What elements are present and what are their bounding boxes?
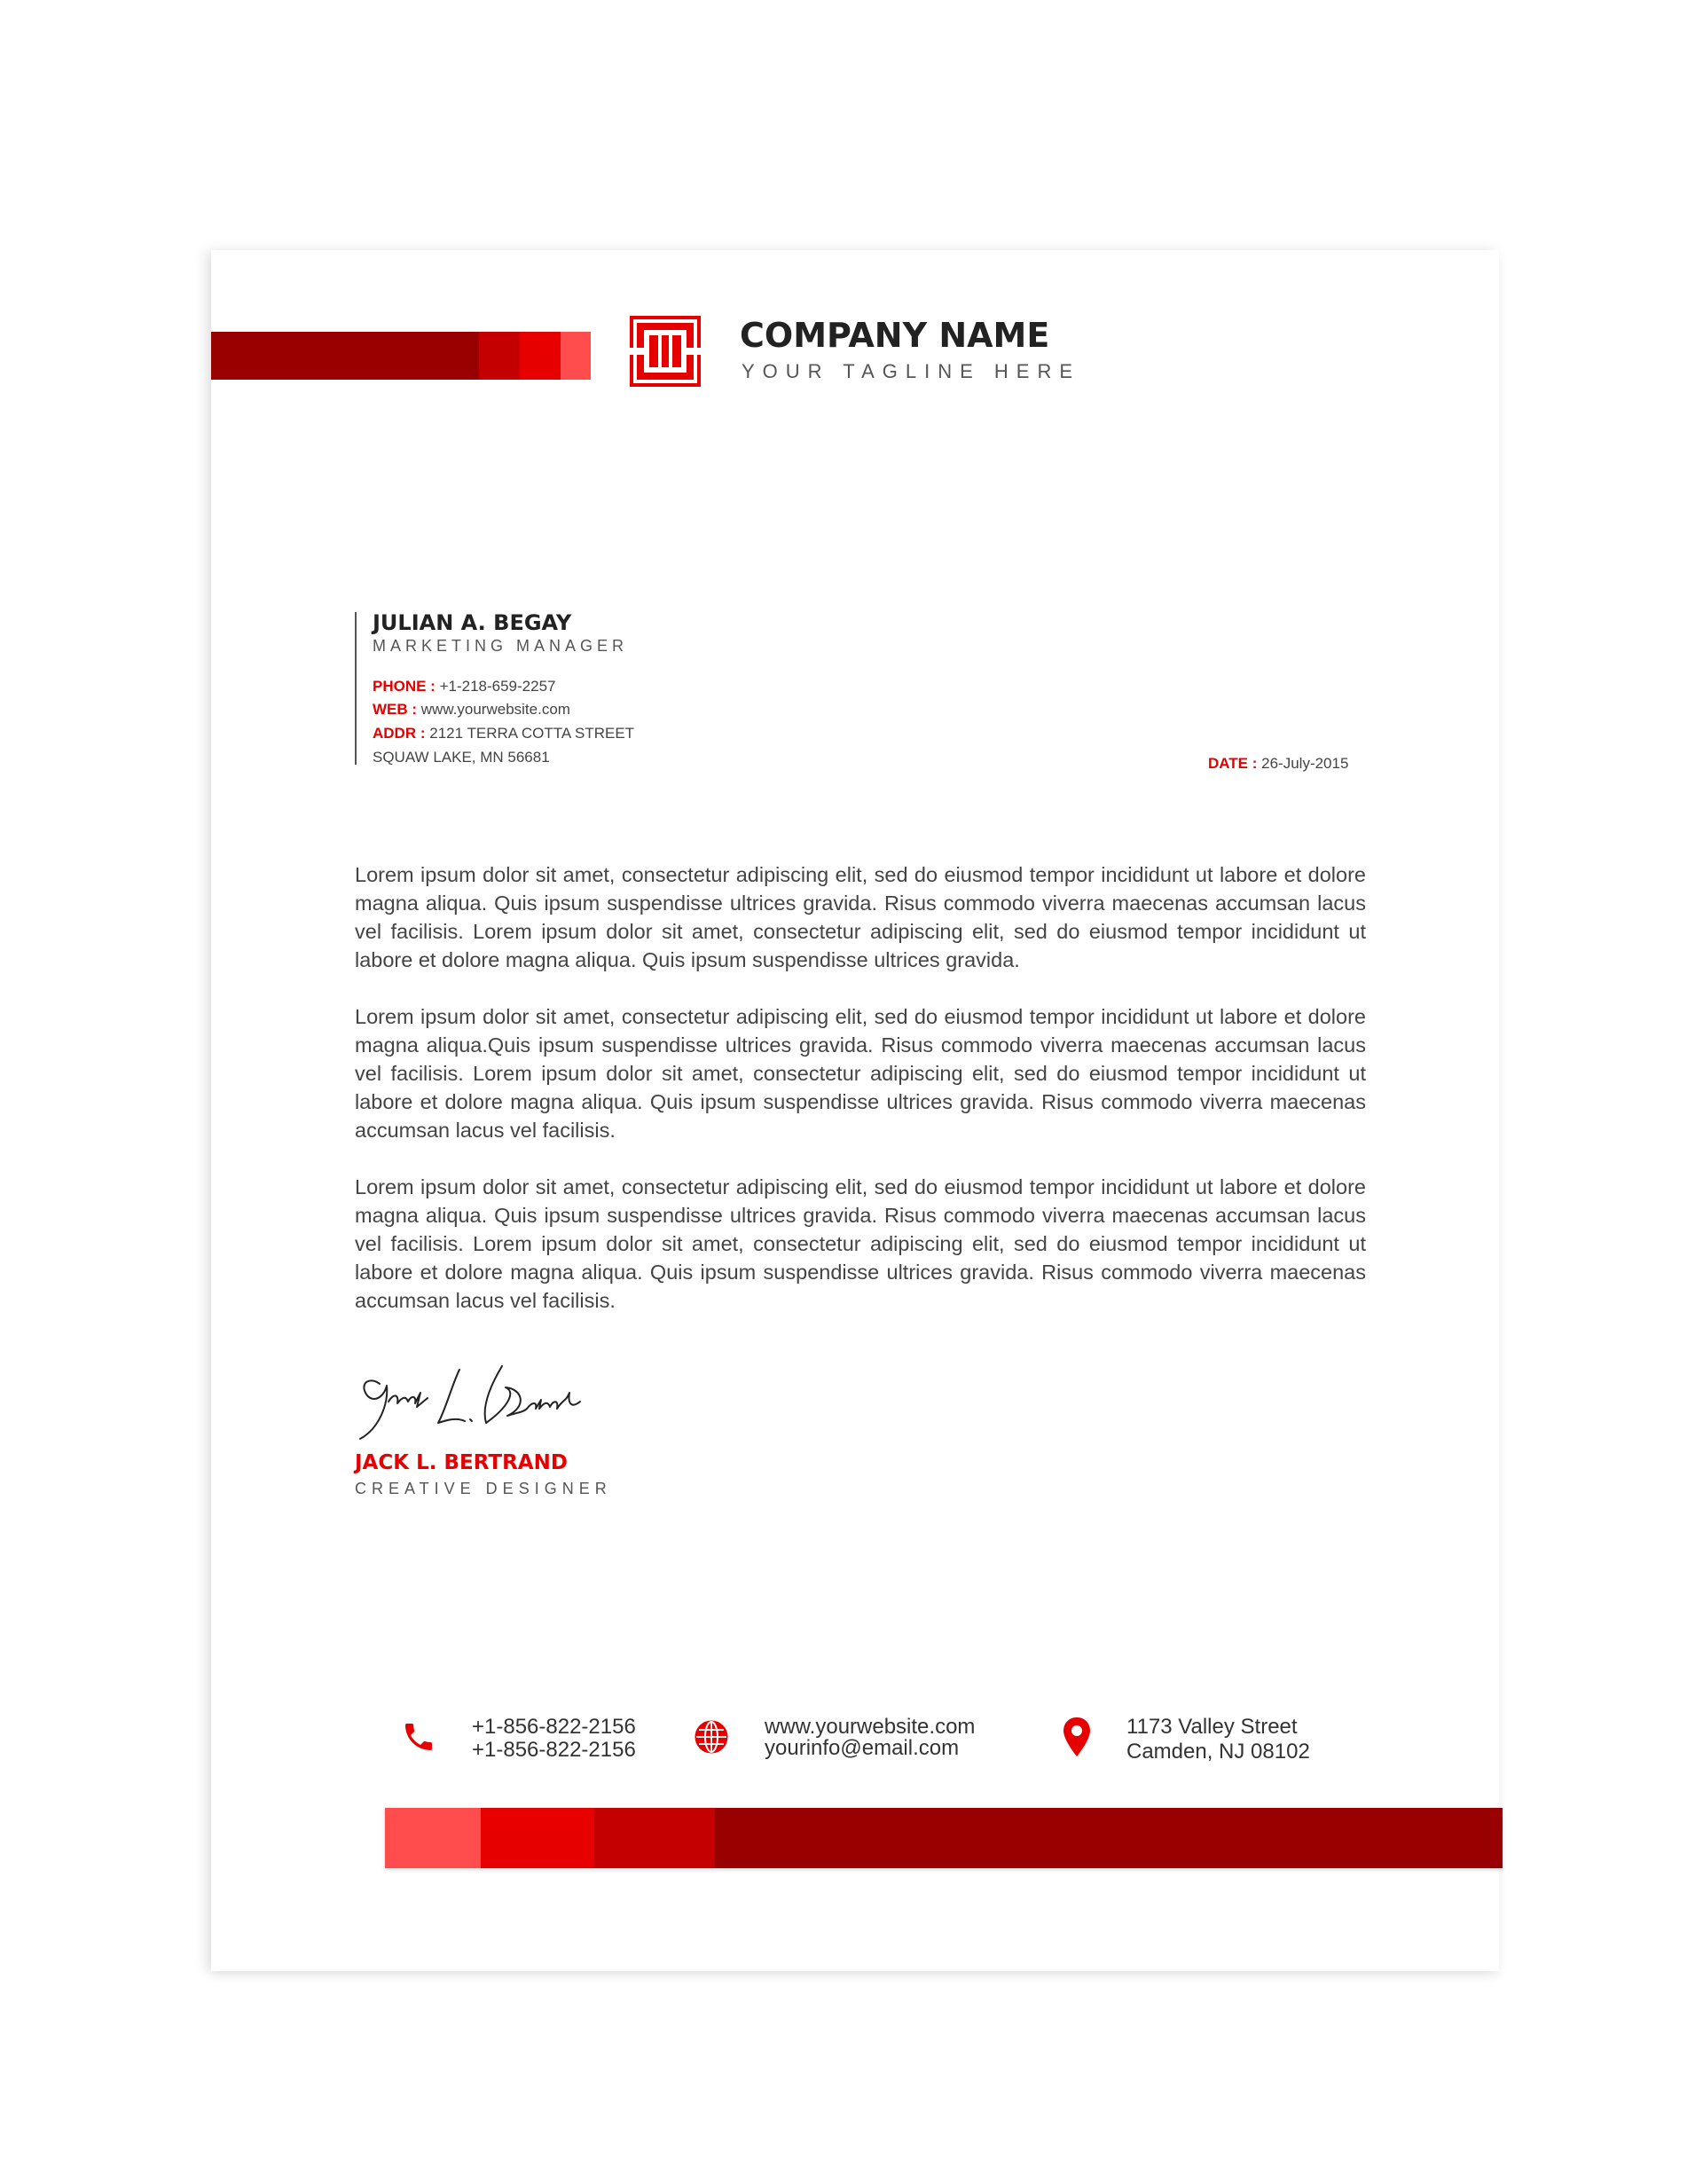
- footer-phone-1[interactable]: +1-856-822-2156: [472, 1715, 636, 1739]
- company-tagline: YOUR TAGLINE HERE: [742, 360, 1081, 382]
- sender-divider: [355, 612, 357, 765]
- footer-bar-segment-dark: [715, 1808, 1503, 1868]
- body-paragraph: Lorem ipsum dolor sit amet, consectetur adipiscing elit, sed do eiusmod tempor incididunt ut labore et dolore magna aliqua. Quis ipsum suspendisse ultrices gravida. Risus commodo viverra maecenas accumsan lacus vel facilisis. Lorem ipsum dolor sit amet, consectetur adipiscing elit, sed do eiusmod tempor incididunt ut labore et dolore magna aliqua. Quis ipsum suspendisse ultrices gravida.: [355, 863, 1366, 971]
- footer-bar-segment-red: [481, 1808, 594, 1868]
- sender-name: JULIAN A. BEGAY: [373, 610, 572, 635]
- phone-label: PHONE :: [373, 678, 436, 695]
- phone-icon: [401, 1719, 436, 1755]
- header-bar-segment-mid: [479, 332, 520, 380]
- addr-label: ADDR :: [373, 725, 426, 742]
- header-bar-segment-red: [520, 332, 561, 380]
- footer-bar-segment-light: [385, 1808, 481, 1868]
- date-row: [1208, 755, 1348, 773]
- date-value: 26-July-2015: [1261, 755, 1349, 772]
- sender-addr-row: [373, 725, 634, 742]
- signatory-title: CREATIVE DESIGNER: [355, 1480, 612, 1497]
- header-bar-segment-light: [561, 332, 591, 380]
- sender-web-row: [373, 701, 570, 719]
- signatory-name: JACK L. BERTRAND: [355, 1451, 568, 1474]
- date-label: DATE :: [1208, 755, 1258, 772]
- square-bracket-logo-icon: [630, 316, 701, 387]
- sender-phone-row: [373, 678, 556, 695]
- globe-icon: [694, 1719, 729, 1755]
- footer-phone-2[interactable]: +1-856-822-2156: [472, 1738, 636, 1762]
- footer-address-1: 1173 Valley Street: [1126, 1715, 1298, 1739]
- header-color-bar: [211, 332, 591, 380]
- web-label: WEB :: [373, 701, 418, 718]
- header-bar-segment-dark: [211, 332, 479, 380]
- handwritten-signature: [353, 1357, 593, 1446]
- footer-address-2: Camden, NJ 08102: [1126, 1740, 1310, 1764]
- sender-title: MARKETING MANAGER: [373, 637, 629, 655]
- sender-web[interactable]: www.yourwebsite.com: [420, 701, 570, 718]
- footer-website[interactable]: www.yourwebsite.com: [765, 1715, 976, 1739]
- body-paragraph: Lorem ipsum dolor sit amet, consectetur adipiscing elit, sed do eiusmod tempor incididunt ut labore et dolore magna aliqua. Quis ipsum suspendisse ultrices gravida. Risus commodo viverra maecenas accumsan lacus vel facilisis. Lorem ipsum dolor sit amet, consectetur adipiscing elit, sed do eiusmod tempor incididunt ut labore et dolore magna aliqua. Quis ipsum suspendisse ultrices gravida. Risus commodo viverra maecenas accumsan lacus vel facilisis.: [355, 1175, 1366, 1312]
- sender-addr-line1: 2121 TERRA COTTA STREET: [429, 725, 635, 742]
- body-paragraph: Lorem ipsum dolor sit amet, consectetur adipiscing elit, sed do eiusmod tempor incididunt ut labore et dolore magna aliqua.Quis ipsum suspendisse ultrices gravida. Risus commodo viverra maecenas accumsan lacus vel facilisis. Lorem ipsum dolor sit amet, consectetur adipiscing elit, sed do eiusmod tempor incididunt ut labore et dolore magna aliqua. Quis ipsum suspendisse ultrices gravida. Risus commodo viverra maecenas accumsan lacus vel facilisis.: [355, 1005, 1366, 1142]
- footer-color-bar: [385, 1808, 1503, 1868]
- footer-email[interactable]: yourinfo@email.com: [765, 1736, 960, 1760]
- sender-addr-line2: SQUAW LAKE, MN 56681: [373, 749, 550, 766]
- company-name: COMPANY NAME: [740, 316, 1050, 355]
- sender-phone: +1-218-659-2257: [439, 678, 556, 695]
- footer-bar-segment-mid: [594, 1808, 715, 1868]
- map-pin-icon: [1061, 1716, 1093, 1758]
